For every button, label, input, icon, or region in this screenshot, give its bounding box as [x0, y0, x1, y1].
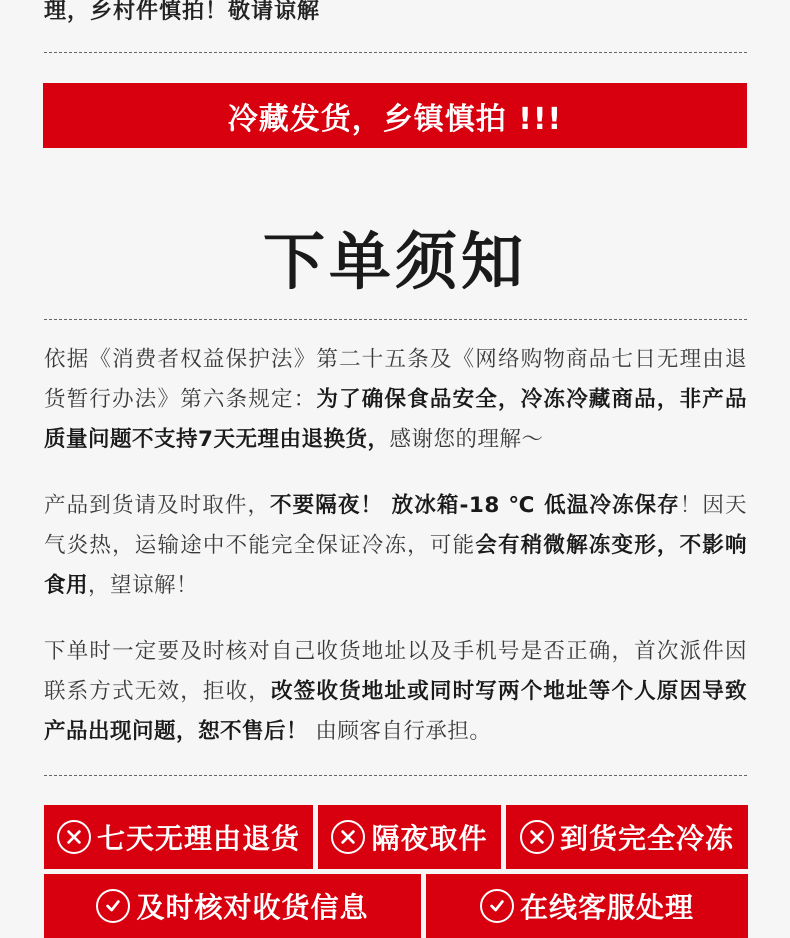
x-circle-icon: [520, 820, 554, 854]
policy-highlight: 为了确保食品安全，冷冻冷藏商品，非产品质量问题不支持7天无理由退换货，: [44, 387, 747, 452]
badge-not-fully-frozen: [506, 805, 748, 869]
x-circle-icon: [331, 820, 365, 854]
badge-no-7day-return: [44, 805, 313, 869]
badge-label: 隔夜取件: [371, 822, 488, 855]
top-note: 理，乡村件慎拍！敬请谅解: [44, 0, 321, 24]
badge-online-service: [426, 874, 748, 938]
badge-label: 在线客服处理: [519, 891, 694, 924]
badge-label: 及时核对收货信息: [136, 891, 369, 924]
cold-shipping-banner: 冷藏发货，乡镇慎拍 !!!: [43, 83, 747, 148]
badge-label: 七天无理由退货: [96, 822, 300, 855]
storage-text: 产品到货请及时取件，: [44, 493, 271, 518]
divider: [44, 52, 747, 53]
address-highlight: 改签收货地址或同时写两个地址等个人原因导致产品出现问题，恕不售后！: [44, 679, 747, 744]
address-paragraph: [44, 632, 747, 752]
storage-highlight: 不要隔夜！ 放冰箱-18 ℃ 低温冷冻保存: [270, 493, 680, 518]
page-title: 下单须知: [262, 225, 527, 298]
address-text-2: 由顾客自行承担。: [308, 719, 492, 744]
x-circle-icon: [57, 820, 91, 854]
address-text: 下单时一定要及时核对自己收货地址以及手机号是否正确，首次派件因联系方式无效，拒收，: [44, 639, 747, 704]
return-policy-paragraph: [44, 340, 747, 460]
badge-check-address: [44, 874, 421, 938]
storage-text-3: ，望谅解！: [88, 573, 199, 598]
check-circle-icon: [480, 889, 514, 923]
thaw-highlight: 会有稍微解冻变形，不影响食用: [44, 533, 747, 598]
storage-text-2: ！因天气炎热，运输途中不能完全保证冷冻，可能: [44, 493, 747, 558]
badge-label: 到货完全冷冻: [559, 822, 734, 855]
storage-paragraph: [44, 486, 747, 606]
check-circle-icon: [96, 889, 130, 923]
policy-thanks: 感谢您的理解～: [389, 427, 544, 452]
badge-no-overnight-pickup: [318, 805, 501, 869]
divider: [44, 319, 747, 320]
policy-text: 依据《消费者权益保护法》第二十五条及《网络购物商品七日无理由退货暂行办法》第六条规定：: [44, 347, 747, 412]
divider: [44, 775, 747, 776]
